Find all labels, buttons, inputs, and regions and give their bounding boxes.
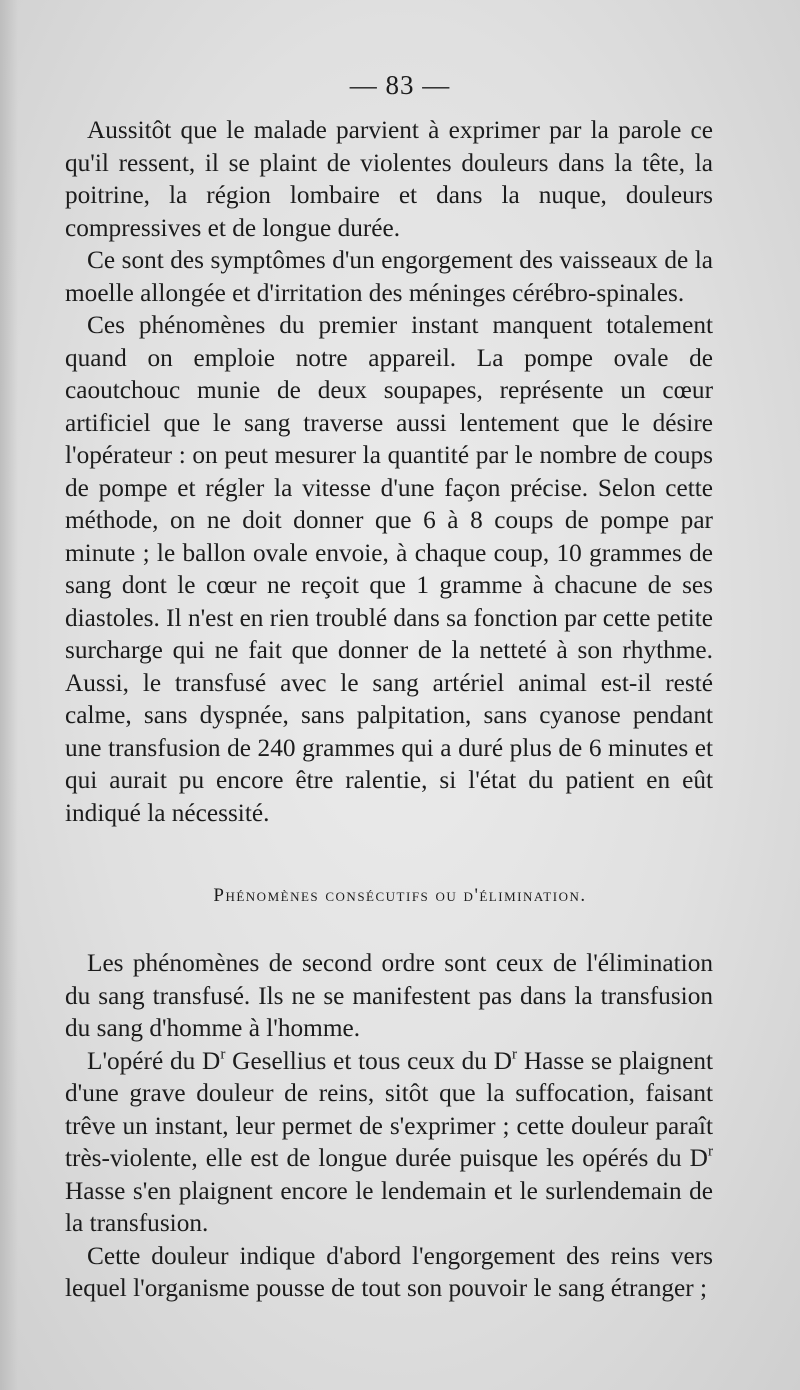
paragraph: Aussitôt que le malade parvient à exprimer par la parole ce qu'il ressent, il se plaint de violentes douleurs dans la tête, la poitrine, la région lombaire et dans la nuque, douleurs compressives et de longue durée. [65,116,713,242]
body-text-block [65,947,713,1305]
superscript: r [511,1044,518,1062]
paragraph: Les phénomènes de second ordre sont ceux de l'élimination du sang transfusé. Ils ne se manifestent pas dans la transfusion du sang d'homme à l'homme. [65,949,713,1042]
text-run: Hasse s'en plaignent encore le lendemain et le surlendemain de la transfusion. [65,1176,713,1237]
text-run: Hasse se plaignent d'une grave douleur de reins, sitôt que la suffocation, faisant trêve un instant, leur permet de s'exprimer ; cette douleur paraît très-violente, elle est de longue durée puisque les opérés du D [65,1046,714,1172]
paragraph: Cette douleur indique d'abord l'engorgement des reins vers lequel l'organisme pousse de tout son pouvoir le sang étranger ; [65,1241,713,1302]
page-number: — 83 — [349,70,451,100]
body-text-block [65,114,713,829]
paragraph [65,1045,713,1240]
text-run: L'opéré du D [87,1046,221,1075]
paragraph: Ces phénomènes du premier instant manquent totalement quand on emploie notre appareil. La pompe ovale de caoutchouc munie de deux soupapes, représente un cœur artificiel que le sang traverse aussi lentement que le désire l'opérateur : on peut mesurer la quantité par le nombre de coups de pompe et régler la vitesse d'une façon précise. Selon cette méthode, on ne doit donner que 6 à 8 coups de pompe par minute ; le ballon ovale envoie, à chaque coup, 10 grammes de sang dont le cœur ne reçoit que 1 gramme à chacune de ses diastoles. Il n'est en rien troublé dans sa fonction par cette petite surcharge qui ne fait que donner de la netteté à son rhythme. Aussi, le transfusé avec le sang artériel animal est-il resté calme, sans dyspnée, sans palpitation, sans cyanose pendant une transfusion de 240 grammes qui a duré plus de 6 minutes et qui aurait pu encore être ralentie, si l'état du patient en eût indiqué la nécessité. [65,311,714,827]
section-heading: Phénomènes consécutifs ou d'élimination. [213,885,587,906]
superscript: r [220,1044,226,1062]
paragraph: Ce sont des symptômes d'un engorgement des vaisseaux de la moelle allongée et d'irritation des méninges cérébro-spinales. [65,246,713,307]
superscript: r [707,1142,713,1160]
text-run: Gesellius et tous ceux du D [225,1046,512,1075]
